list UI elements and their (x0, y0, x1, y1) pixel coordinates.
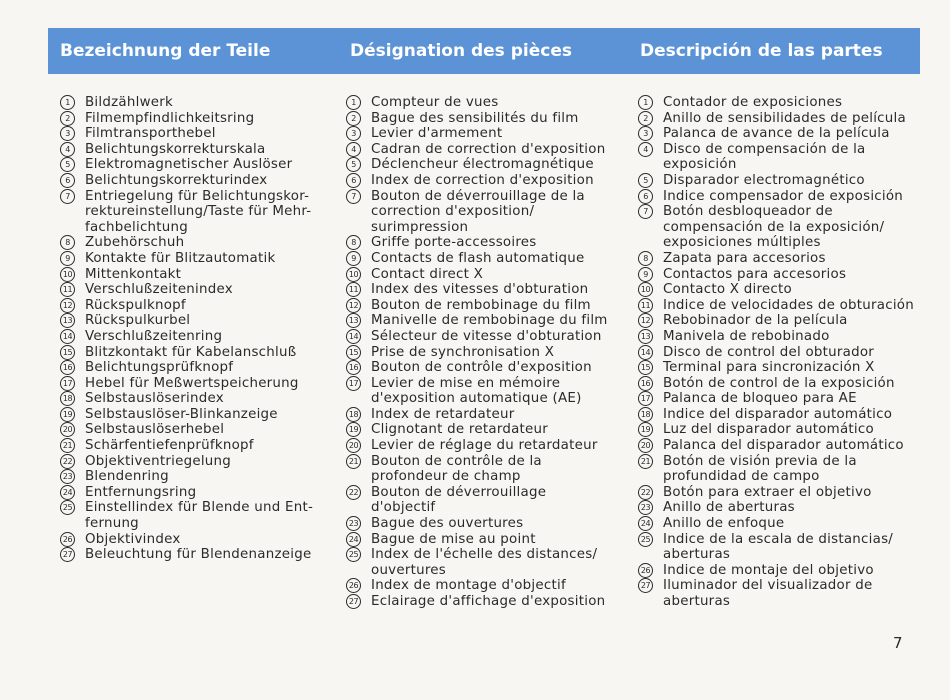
list-item (60, 126, 325, 142)
list-item (346, 360, 616, 376)
circled-number: 10 (346, 267, 361, 282)
part-label: Index de retardateur (371, 406, 515, 422)
parts-list-spanish (638, 95, 923, 610)
part-label: Manivelle de rembobinage du film (371, 313, 608, 329)
list-item (638, 142, 923, 173)
list-item (638, 173, 923, 189)
circled-number: 20 (638, 438, 653, 453)
list-item (346, 189, 616, 236)
part-label: Blitzkontakt für Kabelanschluß (85, 344, 297, 360)
circled-number: 11 (638, 298, 653, 313)
list-item (60, 173, 325, 189)
circled-number: 7 (60, 189, 75, 204)
circled-number: 27 (346, 594, 361, 609)
part-label: Sélecteur de vitesse d'obturation (371, 328, 602, 344)
circled-number: 19 (346, 422, 361, 437)
header-spanish: Descripción de las partes (640, 41, 883, 61)
list-item (60, 251, 325, 267)
part-label: Palanca de bloqueo para AE (663, 391, 857, 407)
list-item (346, 111, 616, 127)
list-item (638, 126, 923, 142)
part-label: Bouton de contrôle d'exposition (371, 360, 592, 376)
part-label: Luz del disparador automático (663, 422, 874, 438)
circled-number: 11 (346, 282, 361, 297)
circled-number: 27 (60, 547, 75, 562)
part-label: Rebobinador de la película (663, 313, 848, 329)
circled-number: 17 (346, 376, 361, 391)
part-label: Iluminador del visualizador de aberturas (663, 578, 873, 609)
part-label: Indice de la escala de distancias/ aberturas (663, 531, 894, 563)
list-item (60, 235, 325, 251)
list-item (346, 95, 616, 111)
list-item (346, 516, 616, 532)
part-label: Disco de control del obturador (663, 344, 875, 360)
circled-number: 1 (346, 95, 361, 110)
part-label: Zapata para accesorios (663, 250, 826, 266)
circled-number: 9 (638, 267, 653, 282)
list-item (638, 391, 923, 407)
part-label: Disco de compensación de la exposición (663, 141, 866, 173)
part-label: Beleuchtung für Blendenanzeige (85, 547, 312, 563)
part-label: Belichtungsprüfknopf (85, 360, 234, 376)
circled-number: 4 (346, 142, 361, 157)
list-item (60, 111, 325, 127)
circled-number: 24 (60, 485, 75, 500)
circled-number: 12 (60, 298, 75, 313)
list-item (60, 407, 325, 423)
circled-number: 26 (60, 532, 75, 547)
list-item (638, 454, 923, 485)
list-item (60, 95, 325, 111)
list-item (60, 298, 325, 314)
part-label: Verschlußzeitenring (85, 328, 223, 344)
list-item (638, 407, 923, 423)
circled-number: 9 (60, 251, 75, 266)
circled-number: 26 (346, 578, 361, 593)
list-item (60, 189, 325, 236)
circled-number: 4 (60, 142, 75, 157)
list-item (60, 376, 325, 392)
list-item (346, 142, 616, 158)
circled-number: 1 (60, 95, 75, 110)
circled-number: 2 (60, 111, 75, 126)
part-label: Zubehörschuh (85, 235, 185, 251)
circled-number: 22 (638, 485, 653, 500)
part-label: Disparador electromagnético (663, 172, 865, 188)
list-item (346, 251, 616, 267)
circled-number: 13 (346, 313, 361, 328)
list-item (60, 267, 325, 283)
part-label: Selbstauslöserindex (85, 391, 224, 407)
list-item (638, 376, 923, 392)
list-item (60, 157, 325, 173)
part-label: Selbstauslöserhebel (85, 422, 225, 438)
part-label: Rückspulkurbel (85, 313, 191, 329)
circled-number: 25 (346, 547, 361, 562)
list-item (346, 235, 616, 251)
circled-number: 19 (638, 422, 653, 437)
part-label: Rückspulknopf (85, 297, 186, 313)
list-item (346, 532, 616, 548)
part-label: Objektivindex (85, 531, 181, 547)
part-label: Indice de montaje del objetivo (663, 562, 874, 578)
circled-number: 3 (346, 126, 361, 141)
part-label: Manivela de rebobinado (663, 328, 830, 344)
part-label: Contacto X directo (663, 282, 792, 298)
circled-number: 16 (346, 360, 361, 375)
part-label: Filmempfindlichkeitsring (85, 110, 255, 126)
list-item (638, 298, 923, 314)
part-label: Cadran de correction d'exposition (371, 141, 606, 157)
part-label: Botón de visión previa de la profundidad de campo (663, 453, 857, 485)
circled-number: 21 (60, 438, 75, 453)
circled-number: 6 (638, 189, 653, 204)
list-item (638, 516, 923, 532)
circled-number: 7 (346, 189, 361, 204)
list-item (60, 142, 325, 158)
circled-number: 18 (638, 407, 653, 422)
part-label: Terminal para sincronización X (663, 360, 875, 376)
part-label: Blendenring (85, 469, 169, 485)
part-label: Indice compensador de exposición (663, 188, 904, 204)
circled-number: 23 (60, 469, 75, 484)
list-item (346, 407, 616, 423)
part-label: Einstellindex für Blende und Ent- fernung (85, 500, 314, 532)
list-item (346, 267, 616, 283)
part-label: Index de montage d'objectif (371, 578, 566, 594)
list-item (60, 547, 325, 563)
list-item (638, 267, 923, 283)
part-label: Levier de réglage du retardateur (371, 438, 598, 454)
part-label: Botón desbloqueador de compensación de la exposición/ exposiciones múltiples (663, 204, 885, 251)
list-item (638, 329, 923, 345)
circled-number: 13 (638, 329, 653, 344)
part-label: Anillo de sensibilidades de película (663, 110, 906, 126)
part-label: Selbstauslöser-Blinkanzeige (85, 406, 278, 422)
list-item (60, 532, 325, 548)
part-label: Belichtungskorrekturskala (85, 141, 266, 157)
circled-number: 3 (60, 126, 75, 141)
part-label: Bouton de contrôle de la profondeur de champ (371, 453, 542, 485)
list-item (60, 469, 325, 485)
part-label: Belichtungskorrekturindex (85, 172, 268, 188)
circled-number: 1 (638, 95, 653, 110)
list-item (638, 360, 923, 376)
circled-number: 13 (60, 313, 75, 328)
part-label: Levier d'armement (371, 126, 503, 142)
circled-number: 12 (346, 298, 361, 313)
list-item (346, 126, 616, 142)
circled-number: 14 (638, 345, 653, 360)
list-item (60, 282, 325, 298)
list-item (638, 422, 923, 438)
part-label: Anillo de aberturas (663, 500, 795, 516)
list-item (346, 422, 616, 438)
part-label: Bildzählwerk (85, 95, 174, 110)
part-label: Filmtransporthebel (85, 126, 216, 142)
list-item (60, 391, 325, 407)
circled-number: 25 (638, 532, 653, 547)
part-label: Palanca del disparador automático (663, 438, 904, 454)
circled-number: 2 (346, 111, 361, 126)
circled-number: 7 (638, 204, 653, 219)
part-label: Indice del disparador automático (663, 406, 893, 422)
part-label: Hebel für Meßwertspeicherung (85, 375, 299, 391)
circled-number: 14 (346, 329, 361, 344)
circled-number: 18 (60, 391, 75, 406)
circled-number: 9 (346, 251, 361, 266)
part-label: Botón para extraer el objetivo (663, 484, 872, 500)
part-label: Kontakte für Blitzautomatik (85, 250, 276, 266)
list-item (638, 532, 923, 563)
circled-number: 23 (638, 500, 653, 515)
page-number: 7 (893, 634, 903, 652)
circled-number: 20 (60, 422, 75, 437)
part-label: Entriegelung für Belichtungskor- rektureinstellung/Taste für Mehr- fachbelichtung (85, 188, 312, 235)
part-label: Griffe porte-accessoires (371, 235, 537, 251)
list-item (346, 345, 616, 361)
circled-number: 22 (346, 485, 361, 500)
list-item (638, 282, 923, 298)
list-item (346, 173, 616, 189)
part-label: Schärfentiefenprüfknopf (85, 438, 254, 454)
part-label: Elektromagnetischer Auslöser (85, 157, 293, 173)
part-label: Levier de mise en mémoire d'exposition automatique (AE) (371, 375, 582, 407)
section-header-bar (48, 28, 920, 74)
list-item (346, 578, 616, 594)
circled-number: 8 (60, 235, 75, 250)
circled-number: 6 (346, 173, 361, 188)
part-label: Prise de synchronisation X (371, 344, 555, 360)
list-item (60, 422, 325, 438)
circled-number: 15 (346, 345, 361, 360)
list-item (346, 454, 616, 485)
part-label: Eclairage d'affichage d'exposition (371, 594, 606, 609)
part-label: Objektiventriegelung (85, 453, 232, 469)
part-label: Bouton de déverrouillage d'objectif (371, 484, 547, 516)
list-item (346, 298, 616, 314)
circled-number: 24 (638, 516, 653, 531)
list-item (60, 329, 325, 345)
part-label: Bague des ouvertures (371, 516, 524, 532)
part-label: Contact direct X (371, 266, 484, 282)
circled-number: 5 (60, 157, 75, 172)
circled-number: 8 (346, 235, 361, 250)
circled-number: 21 (346, 454, 361, 469)
list-item (638, 251, 923, 267)
part-label: Contador de exposiciones (663, 95, 843, 110)
list-item (638, 189, 923, 205)
circled-number: 22 (60, 454, 75, 469)
list-item (60, 345, 325, 361)
part-label: Contacts de flash automatique (371, 250, 585, 266)
part-label: Index de l'échelle des distances/ ouvertures (371, 547, 598, 578)
list-item (346, 594, 616, 610)
list-item (638, 438, 923, 454)
circled-number: 10 (638, 282, 653, 297)
part-label: Index des vitesses d'obturation (371, 282, 589, 298)
circled-number: 5 (346, 157, 361, 172)
circled-number: 8 (638, 251, 653, 266)
part-label: Bouton de déverrouillage de la correction d'exposition/ surimpression (371, 188, 585, 235)
circled-number: 12 (638, 313, 653, 328)
list-item (60, 454, 325, 470)
circled-number: 23 (346, 516, 361, 531)
circled-number: 18 (346, 407, 361, 422)
circled-number: 16 (60, 360, 75, 375)
circled-number: 6 (60, 173, 75, 188)
part-label: Index de correction d'exposition (371, 172, 594, 188)
part-label: Compteur de vues (371, 95, 499, 110)
list-item (638, 345, 923, 361)
list-item (346, 547, 616, 578)
list-item (638, 95, 923, 111)
header-french: Désignation des pièces (350, 41, 572, 61)
circled-number: 14 (60, 329, 75, 344)
list-item (60, 438, 325, 454)
part-label: Palanca de avance de la película (663, 126, 890, 142)
circled-number: 20 (346, 438, 361, 453)
part-label: Bague des sensibilités du film (371, 110, 579, 126)
circled-number: 15 (60, 345, 75, 360)
circled-number: 25 (60, 500, 75, 515)
circled-number: 15 (638, 360, 653, 375)
list-item (638, 204, 923, 251)
part-label: Déclencheur électromagnétique (371, 157, 594, 173)
header-german: Bezeichnung der Teile (60, 41, 271, 61)
part-label: Botón de control de la exposición (663, 375, 895, 391)
list-item (346, 485, 616, 516)
list-item (346, 329, 616, 345)
list-item (638, 500, 923, 516)
part-label: Mittenkontakt (85, 266, 182, 282)
circled-number: 3 (638, 126, 653, 141)
list-item (638, 563, 923, 579)
list-item (346, 313, 616, 329)
part-label: Indice de velocidades de obturación (663, 297, 914, 313)
parts-list-french (346, 95, 616, 610)
list-item (346, 376, 616, 407)
part-label: Bouton de rembobinage du film (371, 297, 591, 313)
circled-number: 16 (638, 376, 653, 391)
list-item (60, 485, 325, 501)
part-label: Verschlußzeitenindex (85, 282, 233, 298)
circled-number: 17 (638, 391, 653, 406)
list-item (346, 438, 616, 454)
part-label: Contactos para accesorios (663, 266, 847, 282)
circled-number: 26 (638, 563, 653, 578)
circled-number: 27 (638, 578, 653, 593)
circled-number: 17 (60, 376, 75, 391)
list-item (346, 282, 616, 298)
list-item (60, 313, 325, 329)
list-item (638, 485, 923, 501)
part-label: Anillo de enfoque (663, 516, 785, 532)
list-item (638, 578, 923, 609)
circled-number: 21 (638, 454, 653, 469)
part-label: Bague de mise au point (371, 531, 536, 547)
circled-number: 24 (346, 532, 361, 547)
circled-number: 10 (60, 267, 75, 282)
list-item (638, 313, 923, 329)
circled-number: 11 (60, 282, 75, 297)
parts-list-german (60, 95, 325, 563)
list-item (638, 111, 923, 127)
list-item (60, 360, 325, 376)
list-item (346, 157, 616, 173)
part-label: Clignotant de retardateur (371, 422, 549, 438)
circled-number: 4 (638, 142, 653, 157)
circled-number: 19 (60, 407, 75, 422)
circled-number: 5 (638, 173, 653, 188)
circled-number: 2 (638, 111, 653, 126)
list-item (60, 500, 325, 531)
part-label: Entfernungsring (85, 484, 197, 500)
